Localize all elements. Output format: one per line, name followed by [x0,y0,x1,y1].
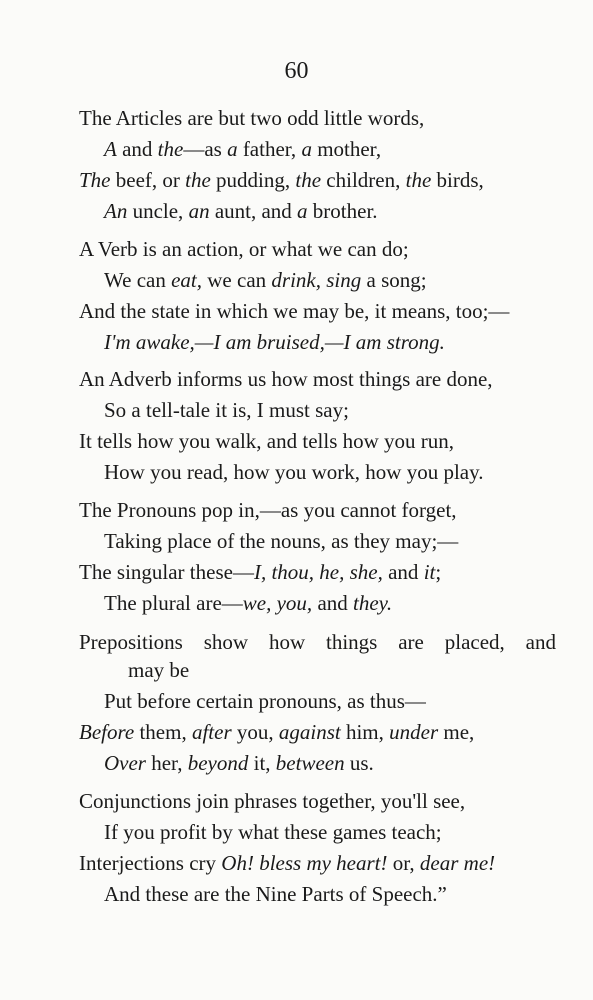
italic-text: after [191,720,232,744]
italic-text: I'm awake,—I am bruised,—I am strong. [104,330,445,354]
poem-line [104,526,458,556]
text: Prepositions show how things are placed, and [79,630,556,654]
text: A Verb is an action, or what we can do; [79,237,409,261]
text: or, [387,851,420,875]
poem-line [104,686,426,716]
text: us. [344,751,374,775]
italic-text: beyond [187,751,249,775]
poem-line [104,395,349,425]
text: a song; [361,268,427,292]
text: Interjections cry [79,851,222,875]
text: them, [134,720,192,744]
italic-text: we, you, [242,591,313,615]
text: mother, [311,137,382,161]
poem-line [104,265,427,295]
italic-text: the [185,168,211,192]
text: The Pronouns pop in,—as you cannot forget, [79,498,457,522]
text: beef, or [110,168,186,192]
poem-line [79,627,556,657]
text: Conjunctions join phrases together, you'll see, [79,789,466,813]
italic-text: the [405,168,432,192]
poem-line [79,786,465,816]
italic-text: the [157,137,184,161]
italic-text: against [278,720,341,744]
poem-line [79,717,474,747]
italic-text: it [423,560,436,584]
poem-line [79,364,493,394]
text: And these are the Nine Parts of Speech.” [104,882,447,906]
poem-line [79,103,424,133]
poem-line [79,495,457,525]
text: and [312,591,354,615]
text: An Adverb informs us how most things are done, [79,367,493,391]
italic-text: Before [79,720,135,744]
text: uncle, [127,199,189,223]
italic-text: the [295,168,322,192]
italic-text: A [104,137,117,161]
text: And the state in which we may be, it means, too;— [79,299,510,323]
poem-line [104,817,442,847]
text: The Articles are but two odd little words, [79,106,425,130]
italic-text: I, thou, he, she, [253,560,383,584]
poem-line [79,296,509,326]
italic-text: a [227,137,238,161]
italic-text: The [79,168,111,192]
italic-text: An [104,199,128,223]
italic-text: a [297,199,308,223]
italic-text: Oh! bless my heart! [221,851,388,875]
text: we can [202,268,272,292]
text: aunt, and [209,199,298,223]
italic-text: between [275,751,345,775]
text: The singular these— [79,560,254,584]
text: me, [438,720,475,744]
text: her, [145,751,188,775]
text: him, [340,720,390,744]
page-number: 60 [284,58,309,84]
italic-text: dear me! [419,851,496,875]
poem-line [104,327,445,357]
poem-line [104,457,484,487]
text: —as [183,137,228,161]
italic-text: they. [353,591,393,615]
poem-line [79,426,454,456]
text: So a tell-tale it is, I must say; [104,398,349,422]
text: pudding, [210,168,296,192]
poem-line [79,848,495,878]
poem-line [79,234,409,264]
text: Taking place of the nouns, as they may;— [104,529,459,553]
italic-text: a [301,137,312,161]
text: it, [248,751,276,775]
poem-line [104,196,378,226]
poem-line [104,879,447,909]
poem-line [104,748,374,778]
poem-line [104,588,392,618]
text: and [382,560,424,584]
poem-line [79,557,441,587]
text: It tells how you walk, and tells how you run, [79,429,455,453]
text: The plural are— [104,591,243,615]
italic-text: under [389,720,439,744]
poem-line [79,165,484,195]
italic-text: an [188,199,210,223]
italic-text: drink, sing [271,268,362,292]
poem-line [128,655,189,685]
italic-text: Over [104,751,146,775]
text: We can [104,268,172,292]
text: If you profit by what these games teach; [104,820,442,844]
text: and [116,137,158,161]
text: father, [237,137,302,161]
text: you, [231,720,279,744]
text: brother. [307,199,378,223]
italic-text: eat, [171,268,203,292]
text: ; [435,560,442,584]
text: Put before certain pronouns, as thus— [104,689,426,713]
text: birds, [431,168,484,192]
poem-line [104,134,381,164]
text: may be [128,658,190,682]
text: How you read, how you work, how you play. [104,460,484,484]
text: children, [321,168,406,192]
